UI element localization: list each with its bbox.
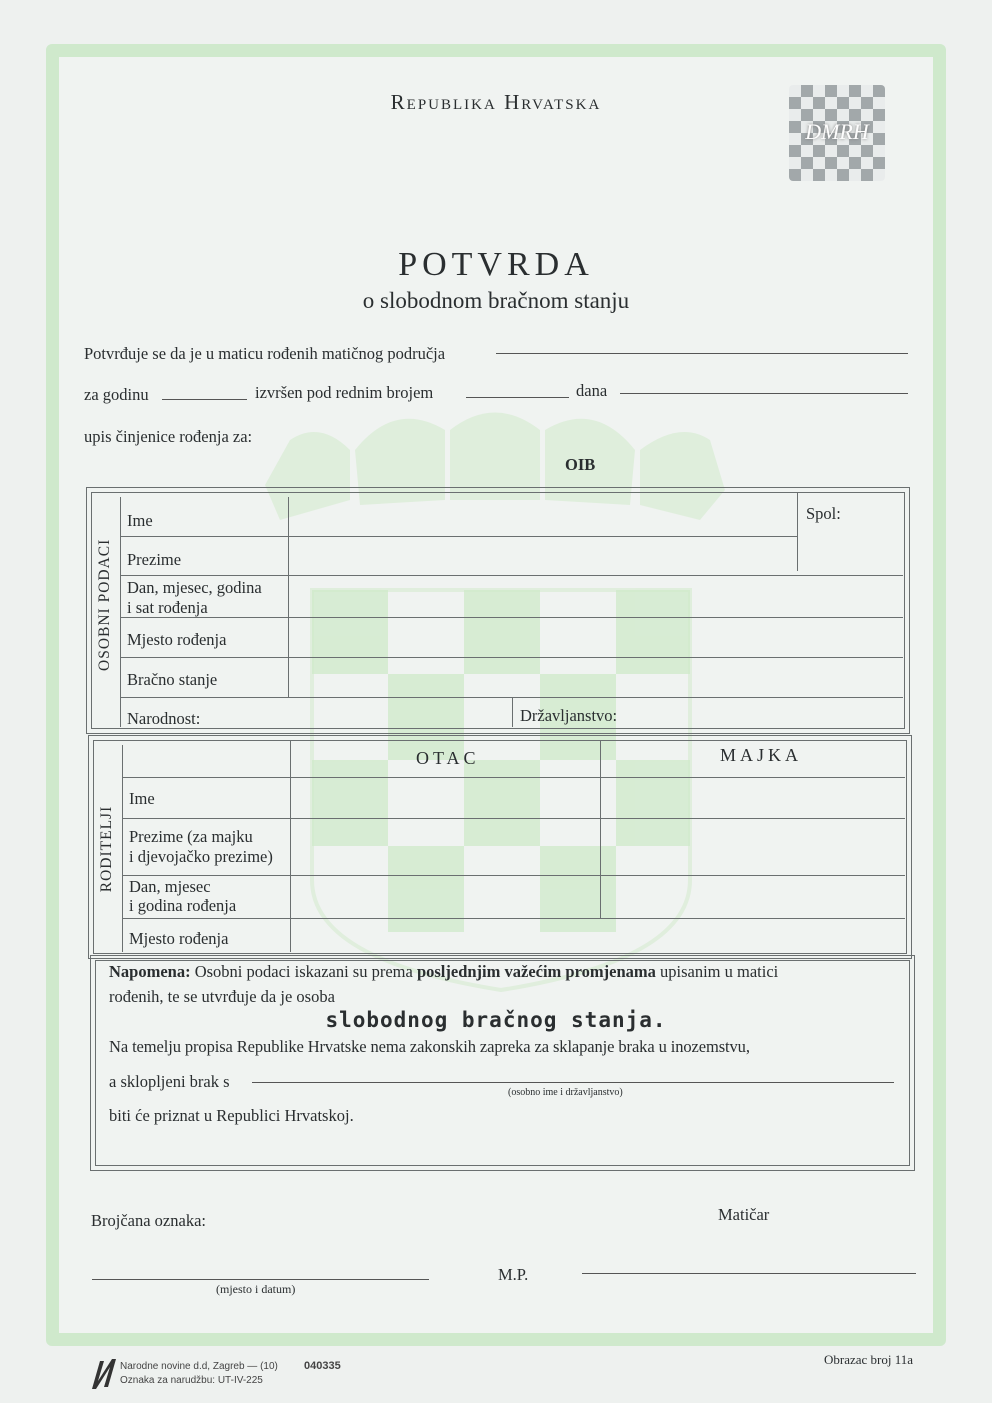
section-label-personal: OSOBNI PODACI [96, 538, 113, 671]
brojcana-oznaka-label: Brojčana oznaka: [91, 1211, 206, 1230]
form-code: 040335 [304, 1360, 341, 1372]
intro-line-3: upis činjenice rođenja za: [84, 427, 253, 446]
intro-date-label: dana [576, 381, 608, 400]
publisher-line-2: Oznaka za narudžbu: UT-IV-225 [120, 1375, 263, 1386]
note-label: Napomena: [109, 962, 191, 981]
document-subtitle: o slobodnom bračnom stanju [362, 288, 630, 313]
label-narodnost: Narodnost: [127, 709, 201, 728]
parent-label-dob-1: Dan, mjesec [129, 877, 211, 896]
note-emphasis: posljednjim važećim promjenama [416, 962, 656, 981]
publisher-logo-icon [90, 1357, 118, 1391]
parent-label-dob-2: i godina rođenja [129, 896, 237, 915]
parent-label-mjesto: Mjesto rođenja [129, 929, 229, 948]
label-ime: Ime [127, 511, 153, 530]
note-text-1: Osobni podaci iskazani su prema [194, 962, 413, 981]
label-dob-1: Dan, mjesec, godina [127, 578, 262, 597]
note-text-6: biti će priznat u Republici Hrvatskoj. [109, 1106, 354, 1125]
parent-label-prezime-1: Prezime (za majku [129, 827, 253, 846]
column-otac: OTAC [416, 748, 480, 768]
intro-line-1: Potvrđuje se da je u maticu rođenih matičnog područja [84, 344, 446, 363]
label-prezime: Prezime [127, 550, 182, 569]
country-heading: Republika Hrvatska [390, 90, 602, 114]
note-text-3: rođenih, te se utvrđuje da je osoba [109, 987, 335, 1006]
note-paragraph [109, 962, 894, 982]
parent-label-prezime-2: i djevojačko prezime) [129, 847, 273, 866]
publisher-line-1: Narodne novine d.d, Zagreb — (10) [120, 1361, 278, 1372]
registrar-signature-field[interactable] [582, 1273, 916, 1274]
date-field[interactable] [620, 393, 908, 394]
label-mjesto: Mjesto rođenja [127, 630, 227, 649]
maticar-label: Matičar [718, 1205, 770, 1224]
label-drzavljanstvo: Državljanstvo: [520, 706, 618, 725]
mp-label: M.P. [498, 1265, 529, 1284]
note-text-4: Na temelju propisa Republike Hrvatske nema zakonskih zapreka za sklapanje braka u inozemstvu, [109, 1037, 750, 1056]
spouse-field-hint: (osobno ime i državljanstvo) [508, 1087, 623, 1098]
label-spol: Spol: [806, 504, 841, 523]
register-area-field[interactable] [496, 353, 908, 354]
document-title: POTVRDA [398, 246, 594, 283]
label-bracno: Bračno stanje [127, 670, 218, 689]
place-date-field[interactable] [92, 1279, 429, 1280]
intro-number-label: izvršen pod rednim brojem [255, 383, 434, 402]
form-number: Obrazac broj 11a [824, 1352, 914, 1367]
section-label-parents: RODITELJI [98, 805, 115, 893]
stamp-text: DMRH [805, 119, 869, 144]
place-date-hint: (mjesto i datum) [216, 1282, 296, 1296]
note-text-2: upisanim u matici [660, 962, 779, 981]
intro-year-label: za godinu [84, 385, 149, 404]
label-dob-2: i sat rođenja [127, 598, 208, 617]
note-text-5: a sklopljeni brak s [109, 1072, 230, 1091]
register-number-field[interactable] [466, 397, 569, 398]
spouse-name-field[interactable] [252, 1082, 894, 1083]
marital-status-statement: slobodnog bračnog stanja. [325, 1008, 667, 1032]
oib-label: OIB [565, 455, 596, 474]
column-majka: MAJKA [720, 745, 803, 765]
parent-label-ime: Ime [129, 789, 155, 808]
year-field[interactable] [162, 399, 247, 400]
